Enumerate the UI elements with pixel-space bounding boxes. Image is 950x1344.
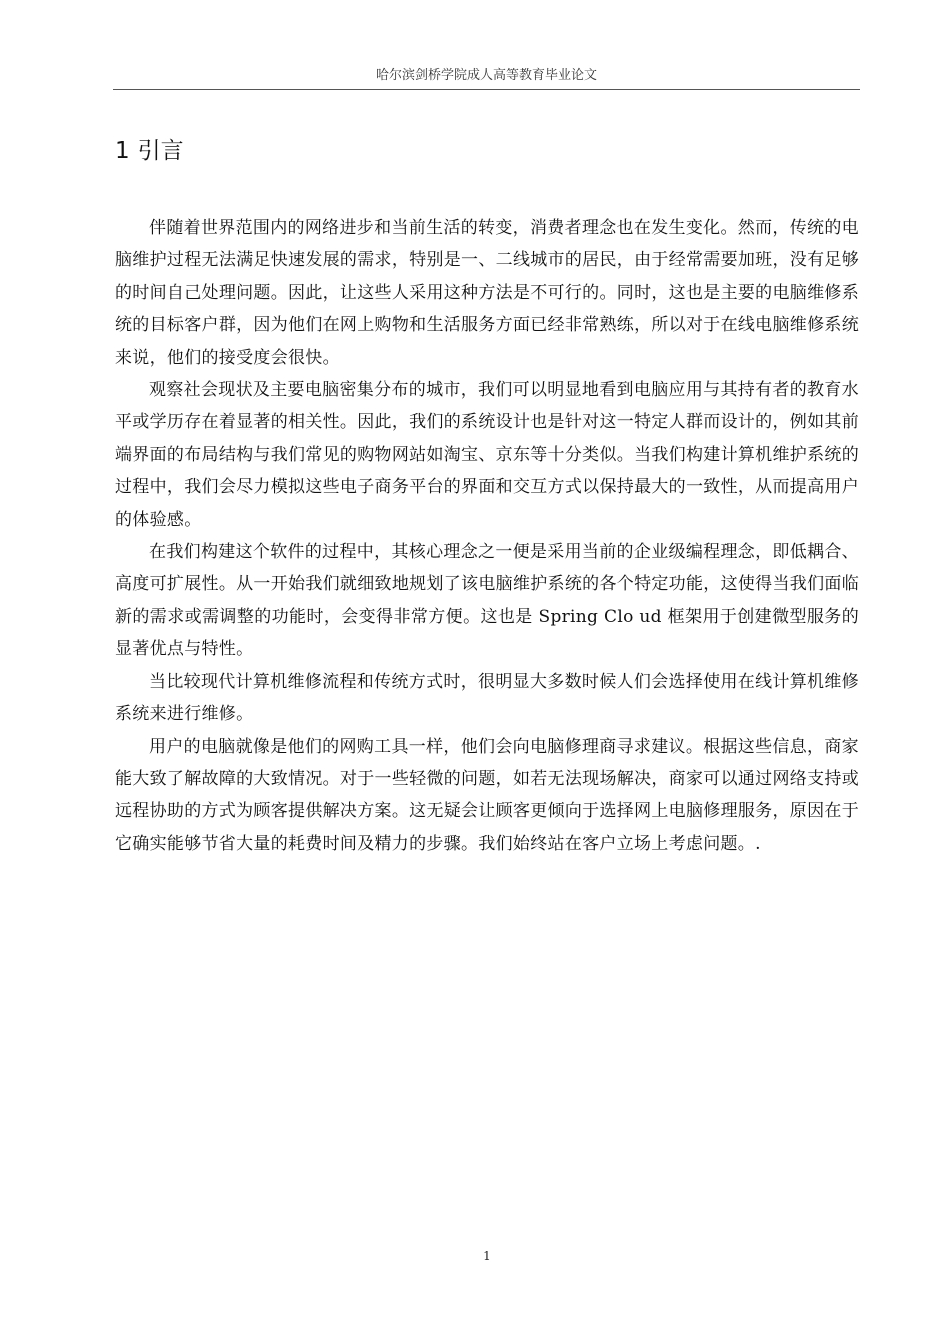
chapter-title-text: 引言 xyxy=(137,138,184,164)
paragraph: 在我们构建这个软件的过程中，其核心理念之一便是采用当前的企业级编程理念，即低耦合、高度可扩展性。从一开始我们就细致地规划了该电脑维护系统的各个特定功能，这使得当我们面临新的需求或需调整的功能时，会变得非常方便。这也是 Spring Clo ud 框架用于创建微型服务的显著优点与特性。 xyxy=(115,542,859,660)
chapter-number: 1 xyxy=(115,138,130,164)
page-header: 哈尔滨剑桥学院成人高等教育毕业论文 xyxy=(113,62,860,90)
paragraph: 观察社会现状及主要电脑密集分布的城市，我们可以明显地看到电脑应用与其持有者的教育水平或学历存在着显著的相关性。因此，我们的系统设计也是针对这一特定人群而设计的，例如其前端界面的布局结构与我们常见的购物网站如淘宝、京东等十分类似。当我们构建计算机维护系统的过程中，我们会尽力模拟这些电子商务平台的界面和交互方式以保持最大的一致性，从而提高用户的体验感。 xyxy=(115,380,859,530)
body-text xyxy=(115,212,859,860)
paragraph: 伴随着世界范围内的网络进步和当前生活的转变，消费者理念也在发生变化。然而，传统的电脑维护过程无法满足快速发展的需求，特别是一、二线城市的居民，由于经常需要加班，没有足够的时间自己处理问题。因此，让这些人采用这种方法是不可行的。同时，这也是主要的电脑维修系统的目标客户群，因为他们在网上购物和生活服务方面已经非常熟练，所以对于在线电脑维修系统来说，他们的接受度会很快。 xyxy=(115,218,859,368)
page-number: 1 xyxy=(483,1249,491,1263)
paragraph: 当比较现代计算机维修流程和传统方式时，很明显大多数时候人们会选择使用在线计算机维修系统来进行维修。 xyxy=(115,671,859,725)
chapter-title xyxy=(115,133,184,169)
paragraph: 用户的电脑就像是他们的网购工具一样，他们会向电脑修理商寻求建议。根据这些信息，商家能大致了解故障的大致情况。对于一些轻微的问题，如若无法现场解决，商家可以通过网络支持或远程协助的方式为顾客提供解决方案。这无疑会让顾客更倾向于选择网上电脑修理服务，原因在于它确实能够节省大量的耗费时间及精力的步骤。我们始终站在客户立场上考虑问题。. xyxy=(115,736,859,854)
